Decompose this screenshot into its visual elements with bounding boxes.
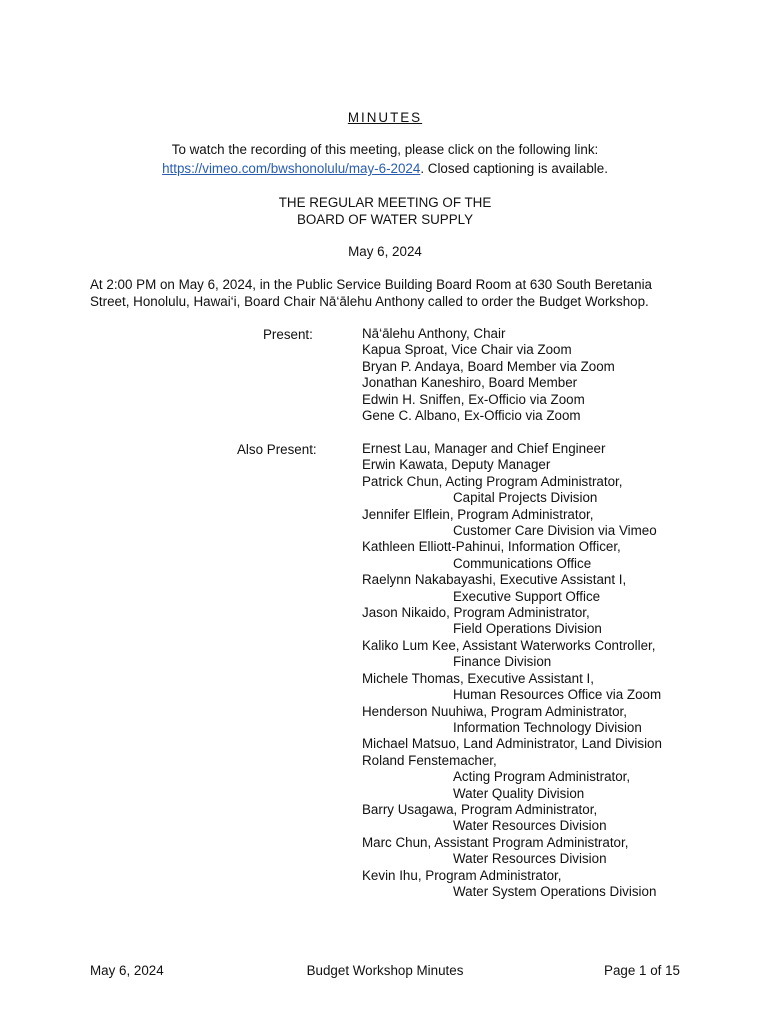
attendee: Kevin Ihu, Program Administrator, [362,867,562,883]
intro-paragraph-line-2: Street, Honolulu, Hawai‘i, Board Chair Nā‘ālehu Anthony called to order the Budget Workshop. [90,294,649,309]
meeting-title-line-1: THE REGULAR MEETING OF THE [278,195,492,210]
attendee: Roland Fenstemacher, [362,752,497,768]
attendee-division: Water Resources Division [453,818,607,834]
meeting-date: May 6, 2024 [348,244,422,259]
attendee-division: Human Resources Office via Zoom [453,687,662,703]
recording-instructions: To watch the recording of this meeting, please click on the following link: [171,142,599,157]
attendee: Marc Chun, Assistant Program Administrator, [362,834,629,850]
attendee: Jason Nikaido, Program Administrator, [362,605,590,621]
also-present-label: Also Present: [237,442,317,457]
attendee: Michele Thomas, Executive Assistant I, [362,670,594,686]
attendee-title: Acting Program Administrator, [453,769,631,785]
attendee-division: Water System Operations Division [453,883,657,899]
attendee: Raelynn Nakabayashi, Executive Assistant I, [362,572,627,588]
recording-link-line [0,161,770,177]
attendee-division: Executive Support Office [453,588,601,604]
attendee: Bryan P. Andaya, Board Member via Zoom [362,358,615,374]
attendee-division: Information Technology Division [453,719,642,735]
also-present-list [362,441,662,900]
attendee: Ernest Lau, Manager and Chief Engineer [362,441,606,456]
attendee: Henderson Nuuhiwa, Program Administrator, [362,703,627,719]
vimeo-recording-link[interactable]: https://vimeo.com/bwshonolulu/may-6-2024 [162,161,421,176]
attendee: Patrick Chun, Acting Program Administrator, [362,473,623,489]
attendee: Erwin Kawata, Deputy Manager [362,457,551,473]
meeting-title-line-2: BOARD OF WATER SUPPLY [296,212,474,227]
attendee: Nā‘ālehu Anthony, Chair [362,326,506,341]
attendee-division: Communications Office [453,555,592,571]
attendee: Kaliko Lum Kee, Assistant Waterworks Controller, [362,637,656,653]
attendee-division: Finance Division [453,654,552,670]
document-title: MINUTES [347,110,423,125]
attendee: Jennifer Elflein, Program Administrator, [362,506,594,522]
caption-note: . Closed captioning is available. [420,161,608,176]
attendee: Kapua Sproat, Vice Chair via Zoom [362,342,572,358]
attendee-division: Capital Projects Division [453,490,598,506]
footer-page-number: Page 1 of 15 [604,963,680,978]
footer-document-name: Budget Workshop Minutes [306,963,464,978]
footer-date: May 6, 2024 [90,963,164,978]
attendee-division: Field Operations Division [453,621,602,637]
attendee: Michael Matsuo, Land Administrator, Land Division [362,736,662,752]
attendee: Barry Usagawa, Program Administrator, [362,801,598,817]
attendee: Jonathan Kaneshiro, Board Member [362,375,578,391]
attendee-division: Water Quality Division [453,785,585,801]
attendee: Edwin H. Sniffen, Ex-Officio via Zoom [362,391,585,407]
attendee-division: Water Resources Division [453,851,607,867]
intro-paragraph-line-1: At 2:00 PM on May 6, 2024, in the Public Service Building Board Room at 630 South Beretania [90,277,652,292]
attendee: Kathleen Elliott-Pahinui, Information Officer, [362,539,621,555]
present-list [362,326,615,424]
attendee: Gene C. Albano, Ex-Officio via Zoom [362,408,581,424]
present-label: Present: [263,327,313,342]
attendee-division: Customer Care Division via Vimeo [453,523,657,539]
